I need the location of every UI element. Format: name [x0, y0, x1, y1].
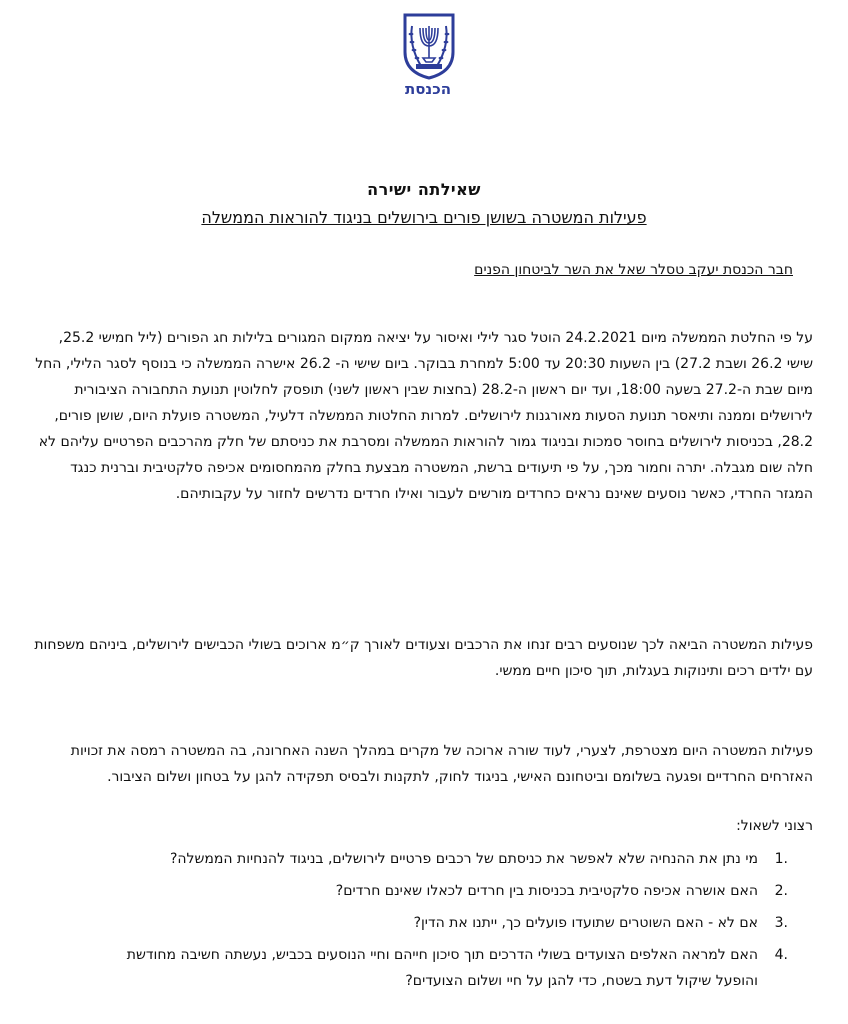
question-number: .3 [774, 915, 788, 931]
question-item [108, 910, 788, 936]
question-number: .4 [774, 947, 788, 963]
paragraph-3: פעילות המשטרה היום מצטרפת, לצערי, לעוד שורה ארוכה של מקרים במהלך השנה האחרונה, בה המשטרה רמסה את זכויות האזרחים החרדיים ופגעה בשלומם וביטחונם האישי, בניגוד לחוק, לתקנות ולבסיס תפקידה להגן על בטחון ושלום הציבור. [70, 743, 813, 785]
paragraph-2: פעילות המשטרה הביאה לכך שנוסעים רבים זנחו את הרכבים וצעודים לאורך ק״מ ארוכים בשולי הכבישים לירושלים, ביניהם משפחות עם ילדים רכים ותינוקות בעגלות, תוך סיכון חיים ממשי. [34, 637, 813, 679]
question-item [108, 942, 788, 994]
question-text: האם למראה האלפים הצועדים בשולי הדרכים תוך סיכון חייהם וחיי הנוסעים בכביש, נעשתה חשיבה מחודשת והופעל שיקול דעת בשטח, כדי להגן על חיי ושלום הצועדים? [126, 947, 758, 989]
org-name: הכנסת [404, 80, 452, 98]
question-text: אם לא - האם השוטרים שתועדו פועלים כך, ייתנו את הדין? [413, 915, 758, 931]
question-text: מי נתן את ההנחיה שלא לאפשר את כניסתם של רכבים פרטיים לירושלים, בניגוד להנחיות הממשלה? [169, 851, 758, 867]
question-item [108, 878, 788, 904]
question-number: .1 [774, 851, 788, 867]
questions-list [108, 846, 788, 1000]
asker-line: חבר הכנסת יעקב טסלר שאל את השר לביטחון הפנים [474, 262, 793, 278]
question-text: האם אושרה אכיפה סלקטיבית בכניסות בין חרדים לכאלו שאינם חרדים? [335, 883, 758, 899]
question-item [108, 846, 788, 872]
document-title: שאילתה ישירה [367, 180, 481, 199]
question-number: .2 [774, 883, 788, 899]
ask-label: רצוני לשאול: [736, 818, 813, 834]
document-subtitle: פעילות המשטרה בשושן פורים בירושלים בניגוד להוראות הממשלה [201, 208, 647, 227]
paragraph-1: על פי החלטת הממשלה מיום 24.2.2021 הוטל סגר לילי ואיסור על יציאה ממקום המגורים בלילות חג הפורים (ליל חמישי 25.2, שישי 26.2 ושבת 27.2) בין השעות 20:30 עד 5:00 למחרת בבוקר. ביום שישי ה- 26.2 אישרה הממשלה כי בנוסף לסגר הלילי, החל מיום שבת ה-27.2 בשעה 18:00, ועד יום ראשון ה-28.2 (בחצות שבין ראשון לשני) תופסק לחלוטין תנועת התחבורה הציבורית לירושלים וממנה ותיאסר תנועת הסעות מאורגנות לירושלים. למרות החלטות הממשלה דלעיל, המשטרה פועלת היום, שושן פורים, 28.2, בכניסות לירושלים בחוסר סמכות ובניגוד גמור להוראות הממשלה ומסרבת את כניסתם של חלק מהרכבים הפרטיים עליהם לא חלה שום מגבלה. יתרה וחמור מכך, על פי תיעודים ברשת, המשטרה מבצעת בחלק מהמחסומים אכיפה סלקטיבית וברנית כנגד המגזר החרדי, כאשר נוסעים שאינם נראים כחרדים מורשים לעבור ואילו חרדים נדרשים לחזור על עקבותיהם. [35, 330, 813, 502]
